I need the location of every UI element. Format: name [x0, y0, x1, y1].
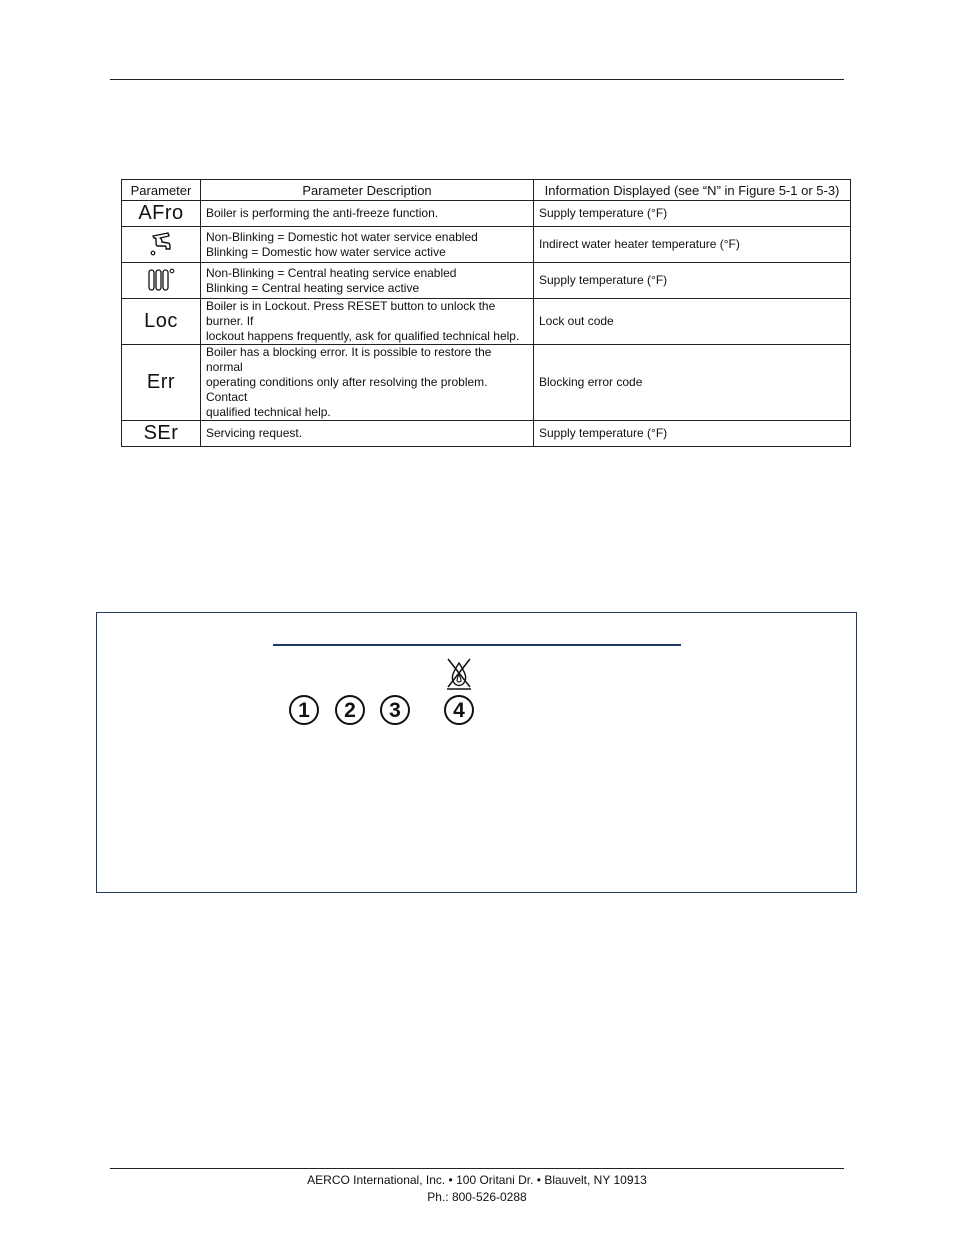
callout-4: 4	[444, 695, 474, 725]
parameter-description: Non-Blinking = Central heating service enabled Blinking = Central heating service active	[201, 263, 534, 299]
header-description: Parameter Description	[201, 180, 534, 201]
parameter-code	[122, 263, 201, 299]
table-row	[122, 299, 851, 345]
parameter-info: Supply temperature (°F)	[534, 263, 851, 299]
parameter-code: Loc	[122, 299, 201, 345]
header-rule	[110, 79, 844, 80]
table-row	[122, 201, 851, 227]
header-parameter: Parameter	[122, 180, 201, 201]
footer-rule	[110, 1168, 844, 1169]
header-info: Information Displayed (see “N” in Figure 5-1 or 5-3)	[534, 180, 851, 201]
parameter-code: SEr	[122, 421, 201, 447]
parameter-description: Non-Blinking = Domestic hot water service enabled Blinking = Domestic how water service active	[201, 227, 534, 263]
parameter-info: Blocking error code	[534, 345, 851, 421]
parameter-info: Lock out code	[534, 299, 851, 345]
parameter-code: Err	[122, 345, 201, 421]
footer-phone: Ph.: 800-526-0288	[427, 1190, 527, 1204]
parameter-description: Boiler has a blocking error. It is possible to restore the normal operating conditions only after resolving the problem. Contact qualified technical help.	[201, 345, 534, 421]
figure-box	[96, 612, 857, 893]
parameter-info: Supply temperature (°F)	[534, 421, 851, 447]
parameter-info: Supply temperature (°F)	[534, 201, 851, 227]
faucet-icon	[147, 231, 175, 257]
flame-crossed-icon	[444, 657, 474, 691]
parameter-code	[122, 227, 201, 263]
parameter-code: AFro	[122, 201, 201, 227]
parameter-info: Indirect water heater temperature (°F)	[534, 227, 851, 263]
table-row	[122, 263, 851, 299]
parameter-table	[121, 179, 851, 447]
footer-address: AERCO International, Inc. • 100 Oritani Dr. • Blauvelt, NY 10913	[307, 1173, 647, 1187]
parameter-description: Servicing request.	[201, 421, 534, 447]
table-header-row	[122, 180, 851, 201]
table-row	[122, 421, 851, 447]
callout-1: 1	[289, 695, 319, 725]
parameter-description: Boiler is in Lockout. Press RESET button to unlock the burner. If lockout happens frequently, ask for qualified technical help.	[201, 299, 534, 345]
radiator-icon	[146, 267, 176, 293]
callout-3: 3	[380, 695, 410, 725]
figure-title-rule	[273, 644, 681, 646]
parameter-description: Boiler is performing the anti-freeze function.	[201, 201, 534, 227]
callout-2: 2	[335, 695, 365, 725]
page-footer	[0, 1172, 954, 1206]
table-row	[122, 345, 851, 421]
table-row	[122, 227, 851, 263]
